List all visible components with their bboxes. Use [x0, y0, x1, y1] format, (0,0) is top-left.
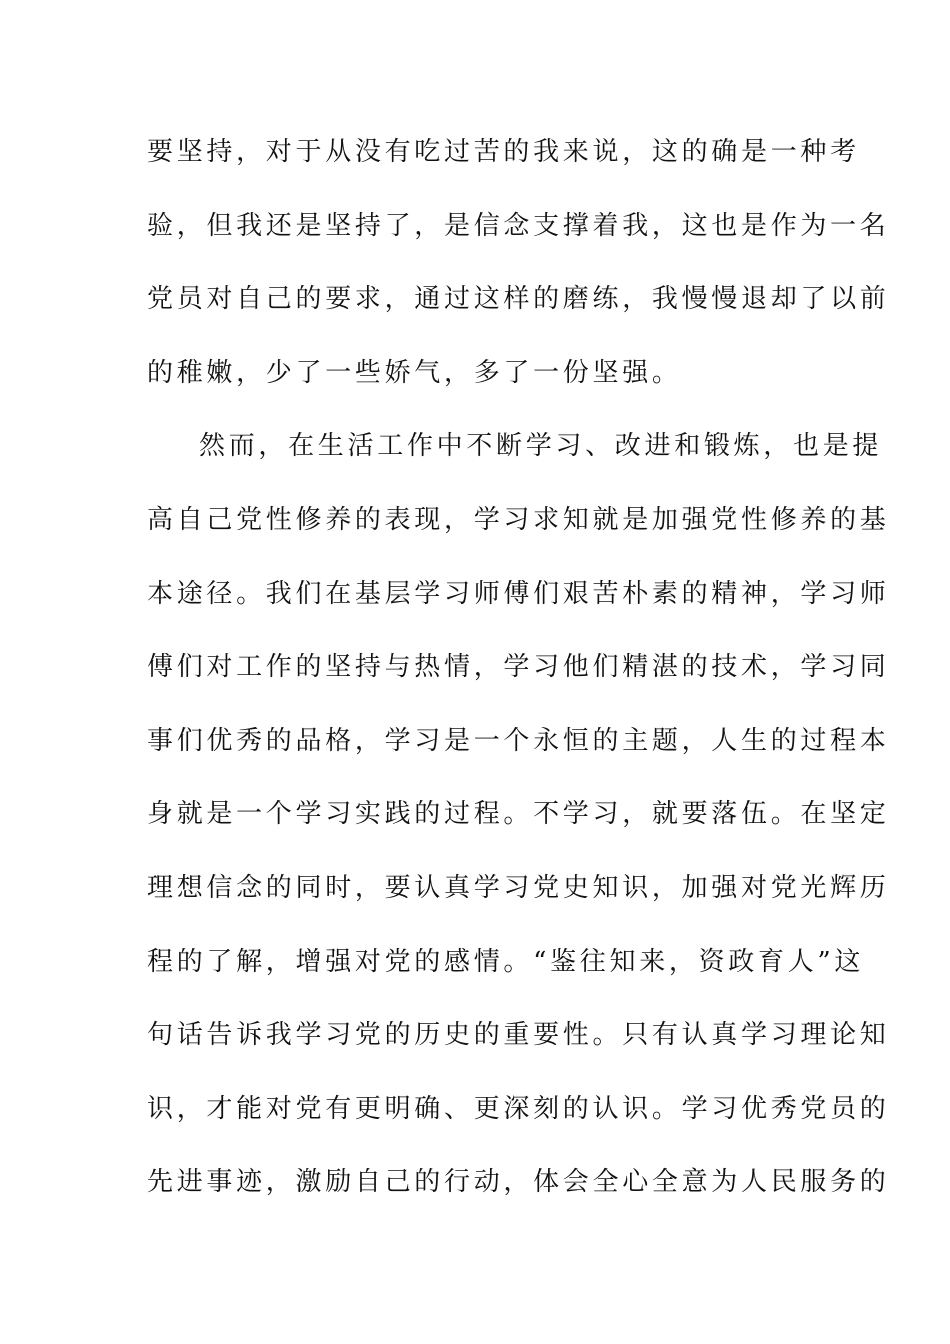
text-line: 事们优秀的品格，学习是一个永恒的主题，人生的过程本	[147, 725, 890, 756]
paragraph-first-line: 然而，在生活工作中不断学习、改进和锻炼，也是提	[199, 431, 883, 462]
text-line: 傅们对工作的坚持与热情，学习他们精湛的技术，学习同	[147, 652, 890, 683]
text-line: 理想信念的同时，要认真学习党史知识，加强对党光辉历	[147, 872, 890, 903]
text-line: 要坚持，对于从没有吃过苦的我来说，这的确是一种考	[147, 137, 860, 167]
text-line: 本途径。我们在基层学习师傅们艰苦朴素的精神，学习师	[147, 578, 890, 609]
text-line: 程的了解，增强对党的感情。“鉴往知来，资政育人”这	[147, 946, 865, 977]
text-line: 高自己党性修养的表现，学习求知就是加强党性修养的基	[147, 504, 890, 535]
text-line: 党员对自己的要求，通过这样的磨练，我慢慢退却了以前	[147, 284, 890, 315]
text-line: 识，才能对党有更明确、更深刻的认识。学习优秀党员的	[147, 1093, 890, 1124]
text-line: 先进事迹，激励自己的行动，体会全心全意为人民服务的	[147, 1167, 890, 1198]
body-text	[147, 130, 890, 1234]
text-line: 验，但我还是坚持了，是信念支撑着我，这也是作为一名	[147, 210, 890, 241]
text-line: 身就是一个学习实践的过程。不学习，就要落伍。在坚定	[147, 799, 890, 830]
text-line: 的稚嫩，少了一些娇气，多了一份坚强。	[147, 357, 682, 388]
text-line: 句话告诉我学习党的历史的重要性。只有认真学习理论知	[147, 1020, 890, 1051]
